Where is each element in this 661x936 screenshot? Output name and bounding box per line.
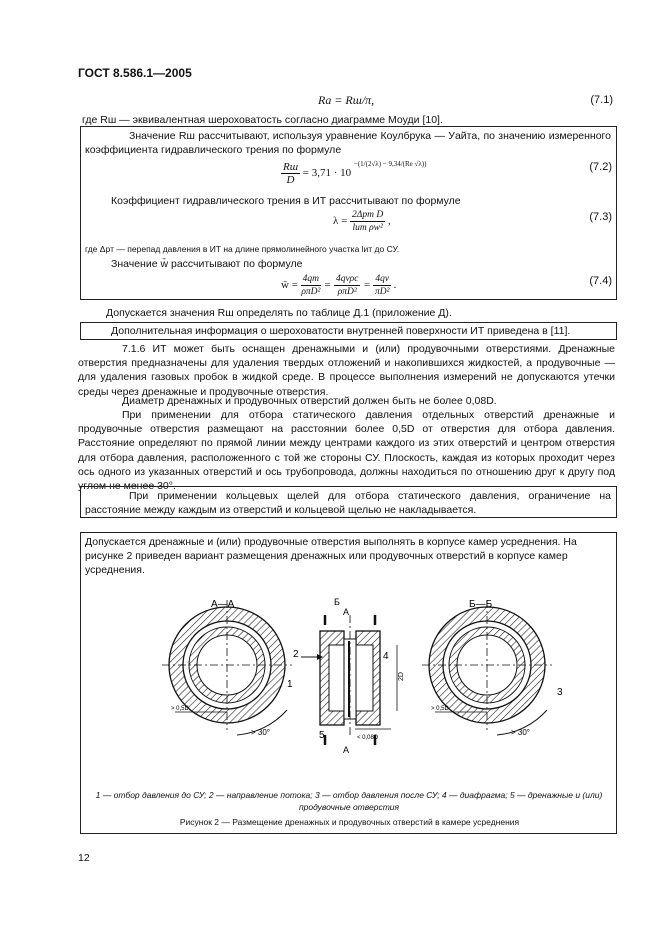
eq73-lhs: λ = — [333, 215, 348, 228]
equation-7-4: w̄ = $\frac{4qm}{\text{ρπD²}}$ = $\frac{\text{4qvρс}}{\text{ρπD²}}$ = $\frac{4qv}{\text{πD²}}$ . — [281, 274, 397, 297]
label-a-top: А — [343, 607, 350, 617]
paragraph-static-pressure: При применении для отбора статического давления отдельных отверстий дренажные и продувочные отверстия размещают на расстоянии более 0,5D от отверстия для отбора давления. Расстояние определяют по прямой линии между центрами каждого из этих отверстий и центром отверстия для отбора давления, расположенного с той же стороны СУ. Плоскость, каждая из которых проходит через ось одного из указанных отверстий и ось трубопровода, должны находиться по отношению друг к другу под углом не менее 30°. — [78, 409, 615, 493]
side-section-view — [301, 615, 397, 745]
where-dp-text: где Δpт — перепад давления в ИТ на длине прямолинейного участка lит до СУ. — [85, 244, 400, 254]
page-number: 12 — [78, 852, 90, 864]
equation-7-1-formula: Ra = Rш/π, — [318, 93, 375, 107]
equation-7-2 — [281, 161, 426, 186]
figure-caption: Рисунок 2 — Размещение дренажных и продувочных отверстий в камере усреднения — [179, 817, 520, 827]
figure-2-drawing — [87, 575, 607, 755]
allowed-table-text: Допускается значения Rш определять по таблице Д.1 (приложение Д). — [106, 307, 452, 319]
where-rsh-text: где Rш — эквивалентная шероховатость согласно диаграмме Моуди [10]. — [82, 114, 443, 126]
eq74-f2-den: ρπD² — [337, 287, 357, 297]
label-b-top: Б — [334, 597, 340, 607]
equation-7-1-number: (7.1) — [590, 94, 613, 106]
averaging-chamber-box — [80, 532, 617, 834]
eq72-lhs-denominator: D — [286, 174, 295, 186]
equation-7-3: λ = $\frac{\text{2Δpт D}}{\text{lит ρw²}}$ , — [333, 210, 391, 233]
annular-slot-text: При применении кольцевых щелей для отбора статического давления, ограничение на расстояние между каждым из отверстий и кольцевой щелью не накладывается. — [85, 490, 611, 516]
annular-slot-box — [80, 486, 617, 518]
equation-7-1 — [318, 93, 374, 108]
colebrook-intro: Значение Rш рассчитывают, используя уравнение Коулбрука — Уайта, по значению измеренного коэффициента гидравлического трения по формуле — [85, 130, 611, 156]
section-bb-view — [422, 600, 552, 735]
eq73-denominator: lит ρw² — [352, 223, 383, 233]
label-3: 3 — [557, 687, 563, 698]
equation-7-4-number: (7.4) — [589, 275, 612, 287]
label-5: 5 — [319, 730, 325, 741]
label-bb: Б—Б — [469, 599, 493, 610]
eq74-f1-den: ρπD² — [301, 287, 321, 297]
label-2d: 2D — [398, 672, 405, 681]
eq73-numerator: 2Δpт D — [352, 210, 384, 220]
label-gt05d-right: > 0,5D — [431, 706, 449, 712]
document-header: ГОСТ 8.586.1—2005 — [78, 66, 192, 80]
eq72-lhs-numerator: Rш — [283, 161, 299, 173]
eq72-rhs: = 3,71 · 10 — [302, 167, 352, 180]
label-1: 1 — [287, 679, 293, 690]
averaging-chamber-text: Допускается дренажные и (или) продувочные отверстия выполнять в корпусе камер усреднения. На рисунке 2 приведен вариант размещения дренажных или продувочных отверстий в корпусе камер усреднения. — [85, 536, 577, 576]
section-aa-view — [162, 600, 292, 735]
equation-7-3-number: (7.3) — [589, 211, 612, 223]
eq74-f1-num: 4qm — [302, 274, 320, 284]
eq74-f3-num: 4qv — [375, 274, 390, 284]
label-4: 4 — [383, 651, 389, 662]
eq74-lhs: w̄ = — [281, 279, 298, 292]
label-2: 2 — [293, 649, 299, 660]
roughness-info-text: Дополнительная информация о шероховатости внутренней поверхности ИТ приведена в [11]. — [111, 325, 571, 337]
label-gt30-left: > 30° — [251, 728, 270, 737]
label-a-bottom: А — [343, 745, 350, 755]
coef-text: Коэффициент гидравлического трения в ИТ рассчитывают по формуле — [111, 195, 461, 207]
colebrook-box — [80, 126, 617, 300]
label-lt008d: < 0,08D — [357, 735, 379, 741]
eq74-f2-num: 4qvρс — [335, 274, 359, 284]
figure-legend: 1 — отбор давления до СУ; 2 — направление потока; 3 — отбор давления после СУ; 4 — диафрагма; 5 — дренажные и (или) продувочные отверстия — [95, 790, 603, 812]
equation-7-2-number: (7.2) — [589, 161, 612, 173]
eq72-exponent: −(1/(2√λ) − 9,34/(Re √λ)) — [353, 160, 427, 169]
paragraph-diameter: Диаметр дренажных и продувочных отверстий должен быть не более 0,08D. — [122, 395, 497, 407]
paragraph-7-1-6: 7.1.6 ИТ может быть оснащен дренажными и (или) продувочными отверстиями. Дренажные отверстия предназначены для удаления твердых отложений и накопившихся жидкостей, а продувочные — для удаления газовых пробок в жидкой среде. В процессе выполнения измерений не допускаются утечки среды через дренажные и продувочные отверстия. — [78, 343, 615, 398]
label-gt30-right: > 30° — [511, 728, 530, 737]
eq74-f3-den: πD² — [375, 287, 390, 297]
roughness-info-box — [80, 322, 617, 340]
label-gt05d-left: > 0,5D — [171, 706, 189, 712]
label-aa: А—А — [211, 599, 235, 610]
w-text: Значение w̄ рассчитывают по формуле — [111, 258, 303, 270]
